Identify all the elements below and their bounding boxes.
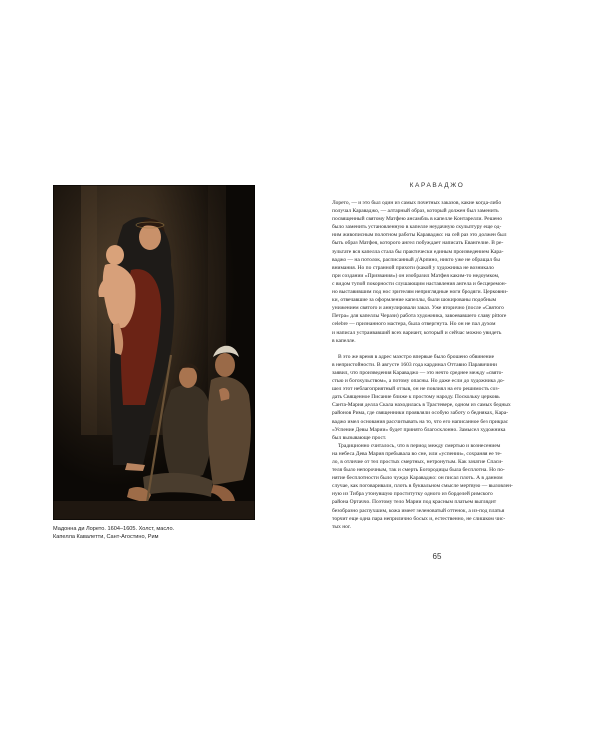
text-line: ную из Тибра утонувшую проститутку одного из борделей римского	[332, 491, 493, 498]
text-line: и написал устраивавший всех вариант, который и сейчас можно увидеть	[332, 329, 502, 336]
text-line: но выставившим под нос зрителям неприглядные ноги бродяги. Церковни-	[332, 289, 508, 296]
text-line: Санта-Мария делла Скала находилась в Трастевере, одном из самых бедных	[332, 402, 511, 409]
text-line: «Успение Девы Марии» будет принято благосклонно. Замысел художника	[332, 426, 506, 433]
text-line: унижением святого и аннулировали заказ. Уже вторично (после «Святого	[332, 305, 504, 312]
text-line: с видом тупой покорности слушающим наставления ангела и бесцеремон-	[332, 280, 507, 287]
text-line: ло, в отличие от тел простых смертных, нетронутым. Как зачатие Спаси-	[332, 459, 503, 465]
text-line: случае, как поговаривали, плоть в буквальном смысле мертвую — выловлен-	[332, 483, 513, 490]
text-line: на небеса Дева Мария пребывала во сне, или «успении», сохраняя ее те-	[332, 450, 502, 457]
text-line: безобразно распухшим, кожа имеет зеленоватый оттенок, а из-под платья	[332, 507, 505, 514]
text-line: теля было непорочным, так и смерть Богородицы была бесплотна. Но по-	[332, 467, 505, 474]
text-line: ваджо имел основания рассчитывать на то, что его написанное без прикрас	[332, 418, 509, 425]
text-line: шел этот неблагоприятный отзыв, он не повлиял на его решимость соз-	[332, 386, 500, 393]
text-line: ваджо — на потолок, расписанный д'Арпино, никто уже не обращал бы	[332, 256, 500, 263]
text-line: ки, отвечавшие за оформление капеллы, были шокированы подобным	[332, 297, 497, 304]
painting-madonna-di-loreto	[53, 185, 255, 520]
text-line: В это же время в адрес маэстро впервые было брошено обвинение	[338, 353, 495, 360]
text-line: быть образ Матфея, которого ангел побуждает написать Евангелие. В ре-	[332, 240, 504, 247]
text-line: Лорето, — и это был один из самых почетных заказов, какие когда-либо	[332, 200, 502, 206]
text-line: посвященный святому Матфею ансамбль в капелле Контарелли. Решено	[332, 216, 502, 223]
text-line: получал Караваджо, — алтарный образ, который должен был заменить	[332, 208, 499, 215]
caption-line-1: Мадонна ди Лорето. 1604–1605. Холст, масло.	[53, 526, 175, 532]
text-line: стью и богохульством», а потому опасны. Но даже если до художника до-	[332, 378, 505, 385]
text-line: нятие бесплотности было чуждо Караваджо: он писал плоть. А в данном	[332, 475, 503, 482]
text-line: дать Священное Писание ближе к простому народу. Поскольку церковь	[332, 394, 500, 401]
running-head: КАРАВАДЖО	[409, 182, 465, 189]
text-line: заявил, что произведения Караваджо — это нечто среднее между «свято-	[332, 369, 504, 376]
text-line: зультате вся капелла стала бы практически единым произведением Кара-	[332, 248, 504, 255]
text-line: при создании «Призвания») он изобразил Матфея каким-то недоумком,	[332, 272, 500, 279]
caption-line-2: Капелла Кавалетти, Сант-Агостино, Рим	[53, 534, 159, 540]
text-line: в капелле.	[332, 337, 356, 344]
text-line: ним живописным полотном работы Караваджо: на сей раз это должен был	[332, 232, 507, 239]
body-text	[332, 199, 538, 531]
figure-caption	[53, 525, 263, 541]
text-line: в непристойности. В августе 1603 года кардинал Оттавио Паравичини	[332, 361, 497, 368]
text-line: Петра» для капеллы Черази) работа художника, завоевавшего славу pittore	[332, 313, 507, 320]
text-line: районов Рима, где священники проявляли особую заботу о бедняках, Кара-	[332, 410, 509, 417]
page-number: 65	[432, 552, 442, 561]
text-line: района Ортаччо. Поэтому тело Марии под красным платьем выглядит	[332, 499, 497, 506]
text-line: тых ног.	[332, 523, 351, 530]
text-line: торчит еще одна пара неприлично босых и, естественно, не слишком чис-	[332, 515, 506, 522]
painting-image	[53, 185, 255, 520]
text-line: было заменить установленную в капелле неудачную скульптуру еще од-	[332, 224, 502, 231]
text-line: celebre — признанного мастера, была отвергнута. Но он не пал духом	[332, 321, 496, 328]
text-line: был вызывающе прост.	[332, 434, 387, 441]
text-line: внимания. Но по странной прихоти (какой у художника не возникало	[332, 264, 494, 271]
paragraph-gap	[332, 345, 538, 353]
text-line: Традиционно считалось, что в период между смертью и вознесением	[338, 442, 501, 449]
